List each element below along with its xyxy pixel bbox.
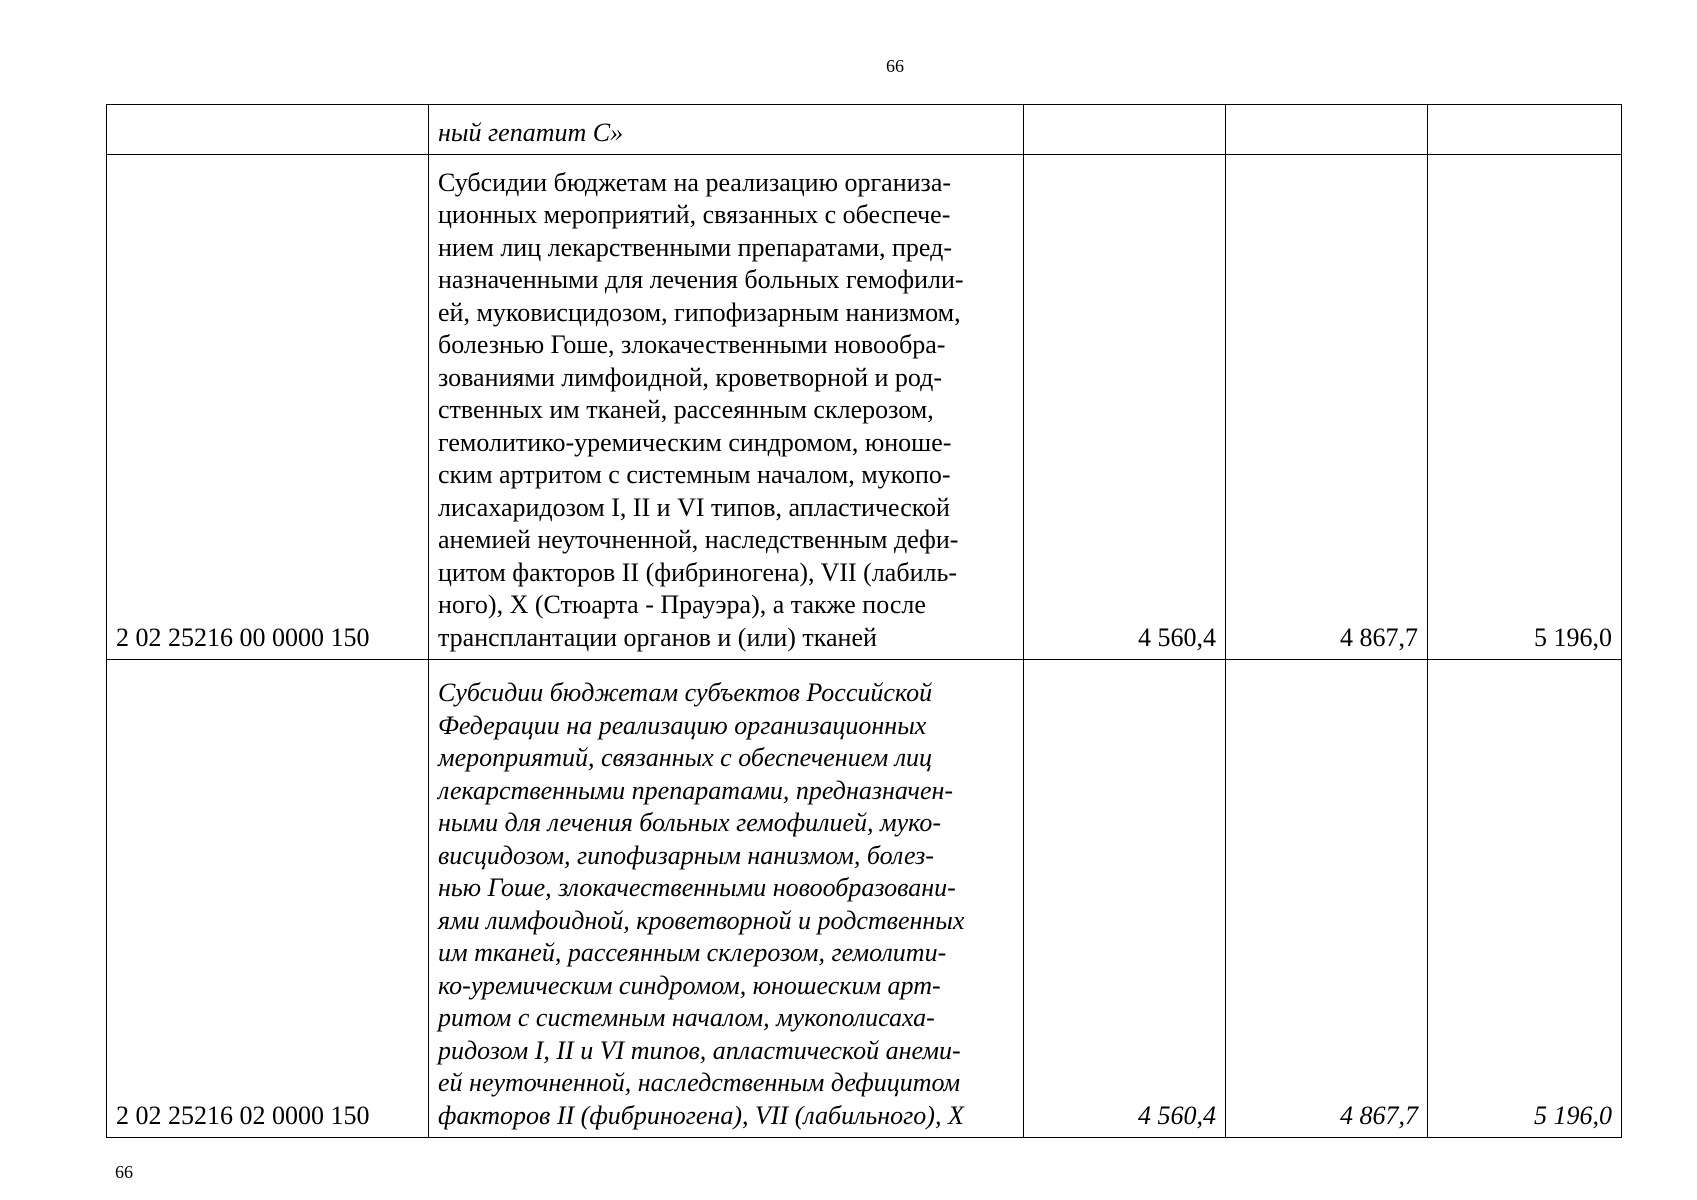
value-cell-year-1: 4 560,4: [1024, 660, 1226, 1138]
description-line: ским артритом с системным началом, мукопо-: [438, 460, 951, 489]
description-line: нью Гоше, злокачественными новообразовани-: [438, 873, 956, 902]
description-line: цитом факторов II (фибриногена), VII (лабиль-: [438, 557, 957, 587]
description-line: ей неуточненной, наследственным дефицитом: [438, 1068, 961, 1097]
value-cell-year-3: 5 196,0: [1428, 660, 1622, 1138]
value-cell-year-1: [1024, 105, 1226, 155]
description-line: ными для лечения больных гемофилией, муко-: [438, 808, 942, 837]
description-line: лекарственными препаратами, предназначен-: [438, 775, 954, 805]
description-line: ей, муковисцидозом, гипофизарным нанизмом,: [438, 297, 961, 327]
description-line: трансплантации органов и (или) тканей: [438, 622, 877, 652]
description-line: мероприятий, связанных с обеспечением лиц: [438, 743, 933, 772]
description-line: факторов II (фибриногена), VII (лабильного), X: [438, 1100, 964, 1130]
budget-table: [106, 104, 1622, 1138]
description-line: болезнью Гоше, злокачественными новообра-: [438, 330, 946, 359]
description-cell: [429, 105, 1024, 155]
table-row: [107, 155, 1622, 660]
description-line: им тканей, рассеянным склерозом, гемолити-: [438, 938, 947, 967]
budget-code-cell: 2 02 25216 02 0000 150: [107, 660, 429, 1138]
description-cell: [429, 155, 1024, 660]
description-line: Федерации на реализацию организационных: [438, 710, 927, 740]
value-cell-year-3: 5 196,0: [1428, 155, 1622, 660]
description-line: ного), X (Стюарта - Прауэра), а также после: [438, 590, 926, 619]
description-line: гемолитико-уремическим синдромом, юноше-: [438, 427, 952, 457]
description-line: нием лиц лекарственными препаратами, пред-: [438, 232, 953, 262]
page-number-bottom: 66: [115, 1162, 133, 1182]
description-line: лисахаридозом I, II и VI типов, апластической: [438, 492, 950, 522]
description-line: ями лимфоидной, кроветворной и родственных: [438, 905, 965, 935]
page-number-top: 66: [886, 56, 904, 76]
description-line: ритом с системным началом, мукополисаха-: [438, 1003, 935, 1032]
description-line: анемией неуточненной, наследственным дефи-: [438, 525, 959, 554]
value-cell-year-2: 4 867,7: [1226, 155, 1428, 660]
budget-code-cell: 2 02 25216 00 0000 150: [107, 155, 429, 660]
description-line: ный гепатит С»: [438, 117, 624, 147]
value-cell-year-3: [1428, 105, 1622, 155]
description-line: ко-уремическим синдромом, юношеским арт-: [438, 970, 941, 1000]
description-line: ридозом I, II и VI типов, апластической анеми-: [438, 1035, 961, 1065]
value-cell-year-1: 4 560,4: [1024, 155, 1226, 660]
description-line: ственных им тканей, рассеянным склерозом,: [438, 395, 934, 424]
table-row: [107, 105, 1622, 155]
budget-code-cell: [107, 105, 429, 155]
table-row: [107, 660, 1622, 1138]
value-cell-year-2: 4 867,7: [1226, 660, 1428, 1138]
description-line: Субсидии бюджетам субъектов Российской: [438, 678, 933, 707]
description-cell: [429, 660, 1024, 1138]
description-line: висцидозом, гипофизарным нанизмом, болез-: [438, 840, 934, 870]
description-line: ционных мероприятий, связанных с обеспече-: [438, 200, 951, 229]
description-line: зованиями лимфоидной, кроветворной и род-: [438, 362, 943, 392]
value-cell-year-2: [1226, 105, 1428, 155]
description-line: назначенными для лечения больных гемофили-: [438, 265, 964, 294]
description-line: Субсидии бюджетам на реализацию организа-: [438, 167, 952, 197]
